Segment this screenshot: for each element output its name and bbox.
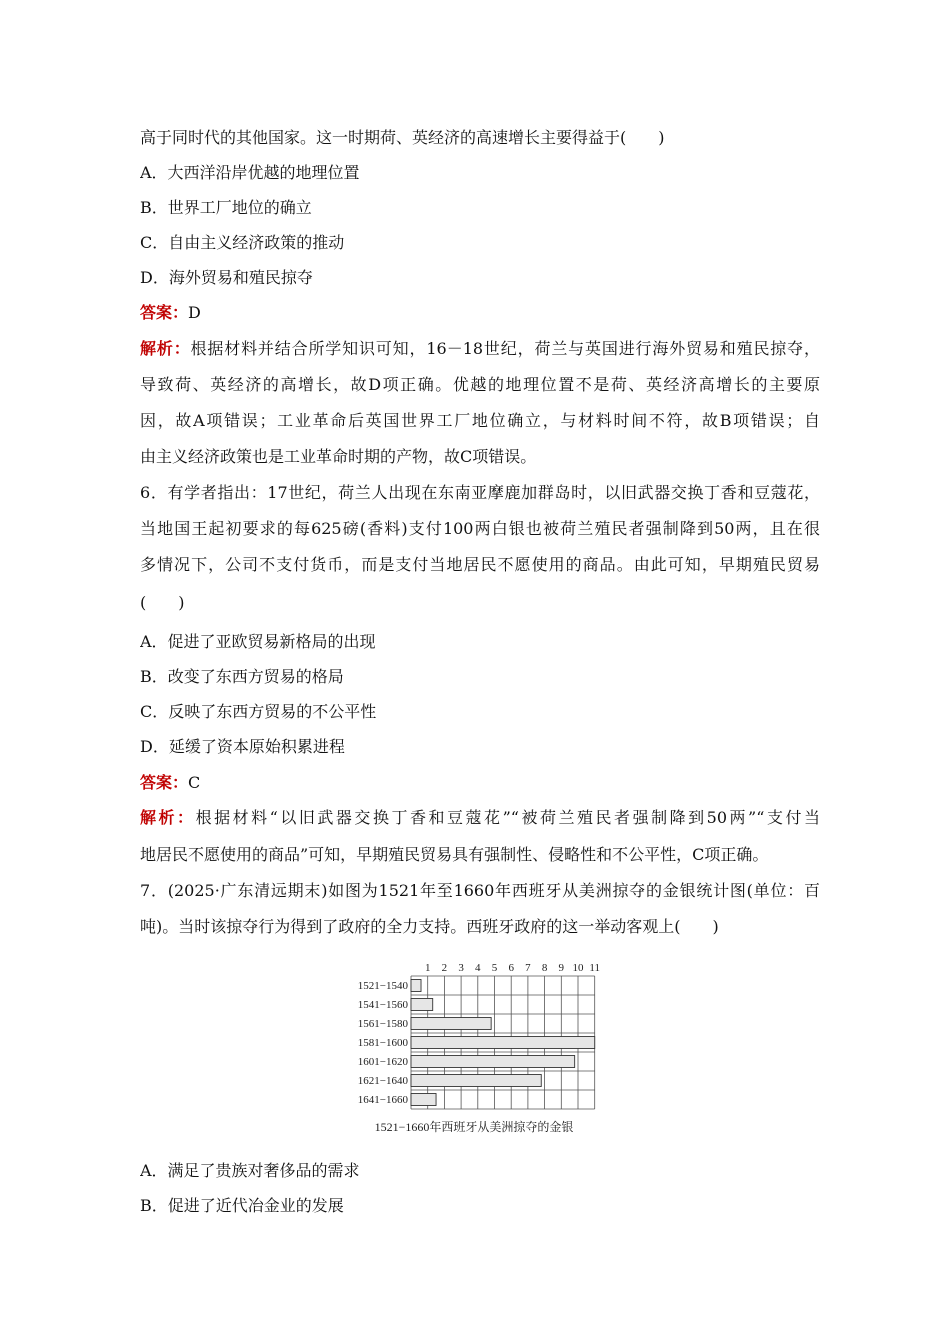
bar-chart	[340, 958, 610, 1138]
q6-answer-label: 答案：	[140, 773, 189, 792]
category-label: 1601−1620	[357, 1055, 408, 1068]
x-tick-label: 2	[441, 962, 448, 974]
q6-analysis-line-1	[140, 807, 820, 829]
q5-analysis-line-2: 导致荷、英经济的高增长，故D项正确。优越的地理位置不是荷、英经济高增长的主要原	[140, 375, 820, 394]
q6-stem-line-1: 6．有学者指出：17世纪，荷兰人出现在东南亚摩鹿加群岛时，以旧武器交换丁香和豆蔻花，	[140, 483, 820, 502]
q6-option-b: B．改变了东西方贸易的格局	[140, 667, 344, 686]
x-tick-label: 7	[525, 962, 531, 974]
q6-answer	[140, 772, 820, 794]
x-tick-label: 6	[508, 962, 514, 974]
x-tick-label: 1	[424, 962, 431, 974]
q7-option-b: B．促进了近代冶金业的发展	[140, 1196, 344, 1215]
chart-title: 1521−1660年西班牙从美洲掠夺的金银	[374, 1120, 574, 1134]
bar	[411, 980, 421, 992]
category-label: 1521−1540	[357, 979, 408, 992]
q5-option-c: C．自由主义经济政策的推动	[140, 233, 345, 252]
x-tick-label: 3	[458, 962, 464, 974]
q7-stem-line-2: 吨)。当时该掠夺行为得到了政府的全力支持。西班牙政府的这一举动客观上( )	[140, 917, 719, 936]
q5-option-b: B．世界工厂地位的确立	[140, 198, 312, 217]
q6-stem-line-4: ( )	[140, 593, 185, 612]
x-tick-label: 9	[558, 962, 565, 974]
q5-answer-value: D	[188, 303, 201, 322]
category-label: 1581−1600	[357, 1036, 408, 1049]
q5-analysis-line-3: 因，故A项错误；工业革命后英国世界工厂地位确立，与材料时间不符，故B项错误；自	[140, 411, 820, 430]
bar	[411, 1075, 541, 1087]
x-tick-label: 10	[572, 962, 584, 974]
category-label: 1561−1580	[357, 1017, 408, 1030]
x-tick-label: 5	[491, 962, 498, 974]
x-tick-label: 4	[475, 962, 481, 974]
q5-option-d: D．海外贸易和殖民掠夺	[140, 268, 313, 287]
q6-answer-value: C	[188, 773, 201, 792]
category-label: 1541−1560	[357, 998, 408, 1011]
q6-stem-line-2: 当地国王起初要求的每625磅(香料)支付100两白银也被荷兰殖民者强制降到50两，且在很	[140, 519, 820, 538]
q5-analysis-text-1: 根据材料并结合所学知识可知，16－18世纪，荷兰与英国进行海外贸易和殖民掠夺，	[190, 339, 820, 358]
category-label: 1621−1640	[357, 1074, 408, 1087]
q5-analysis-label: 解析：	[140, 339, 191, 358]
q6-analysis-text-1: 根据材料“以旧武器交换丁香和豆蔻花”“被荷兰殖民者强制降到50两”“支付当	[195, 808, 820, 827]
q5-answer-label: 答案：	[140, 303, 189, 322]
q5-answer	[140, 302, 820, 324]
chart-figure	[340, 958, 610, 1138]
q6-analysis-line-2: 地居民不愿使用的商品”可知，早期殖民贸易具有强制性、侵略性和不公平性，C项正确。	[140, 845, 769, 864]
q6-option-d: D．延缓了资本原始积累进程	[140, 737, 345, 756]
x-tick-label: 11	[589, 962, 600, 974]
bar	[411, 1037, 595, 1049]
q5-analysis-line-1	[140, 338, 820, 360]
x-tick-label: 8	[541, 962, 548, 974]
q7-stem-line-1: 7．(2025·广东清远期末)如图为1521年至1660年西班牙从美洲掠夺的金银统计图(单位：百	[140, 881, 820, 900]
q5-option-a: A．大西洋沿岸优越的地理位置	[140, 163, 360, 182]
q6-stem-line-3: 多情况下，公司不支付货币，而是支付当地居民不愿使用的商品。由此可知，早期殖民贸易	[140, 555, 820, 574]
q6-option-a: A．促进了亚欧贸易新格局的出现	[140, 632, 376, 651]
q5-stem-tail: 高于同时代的其他国家。这一时期荷、英经济的高速增长主要得益于( )	[140, 128, 665, 147]
bar	[411, 999, 433, 1011]
q6-option-c: C．反映了东西方贸易的不公平性	[140, 702, 377, 721]
bar	[411, 1094, 436, 1106]
q5-analysis-line-4: 由主义经济政策也是工业革命时期的产物，故C项错误。	[140, 447, 537, 466]
bar	[411, 1018, 491, 1030]
q6-analysis-label: 解析：	[140, 808, 196, 827]
category-label: 1641−1660	[357, 1093, 408, 1106]
q7-option-a: A．满足了贵族对奢侈品的需求	[140, 1161, 360, 1180]
bar	[411, 1056, 575, 1068]
